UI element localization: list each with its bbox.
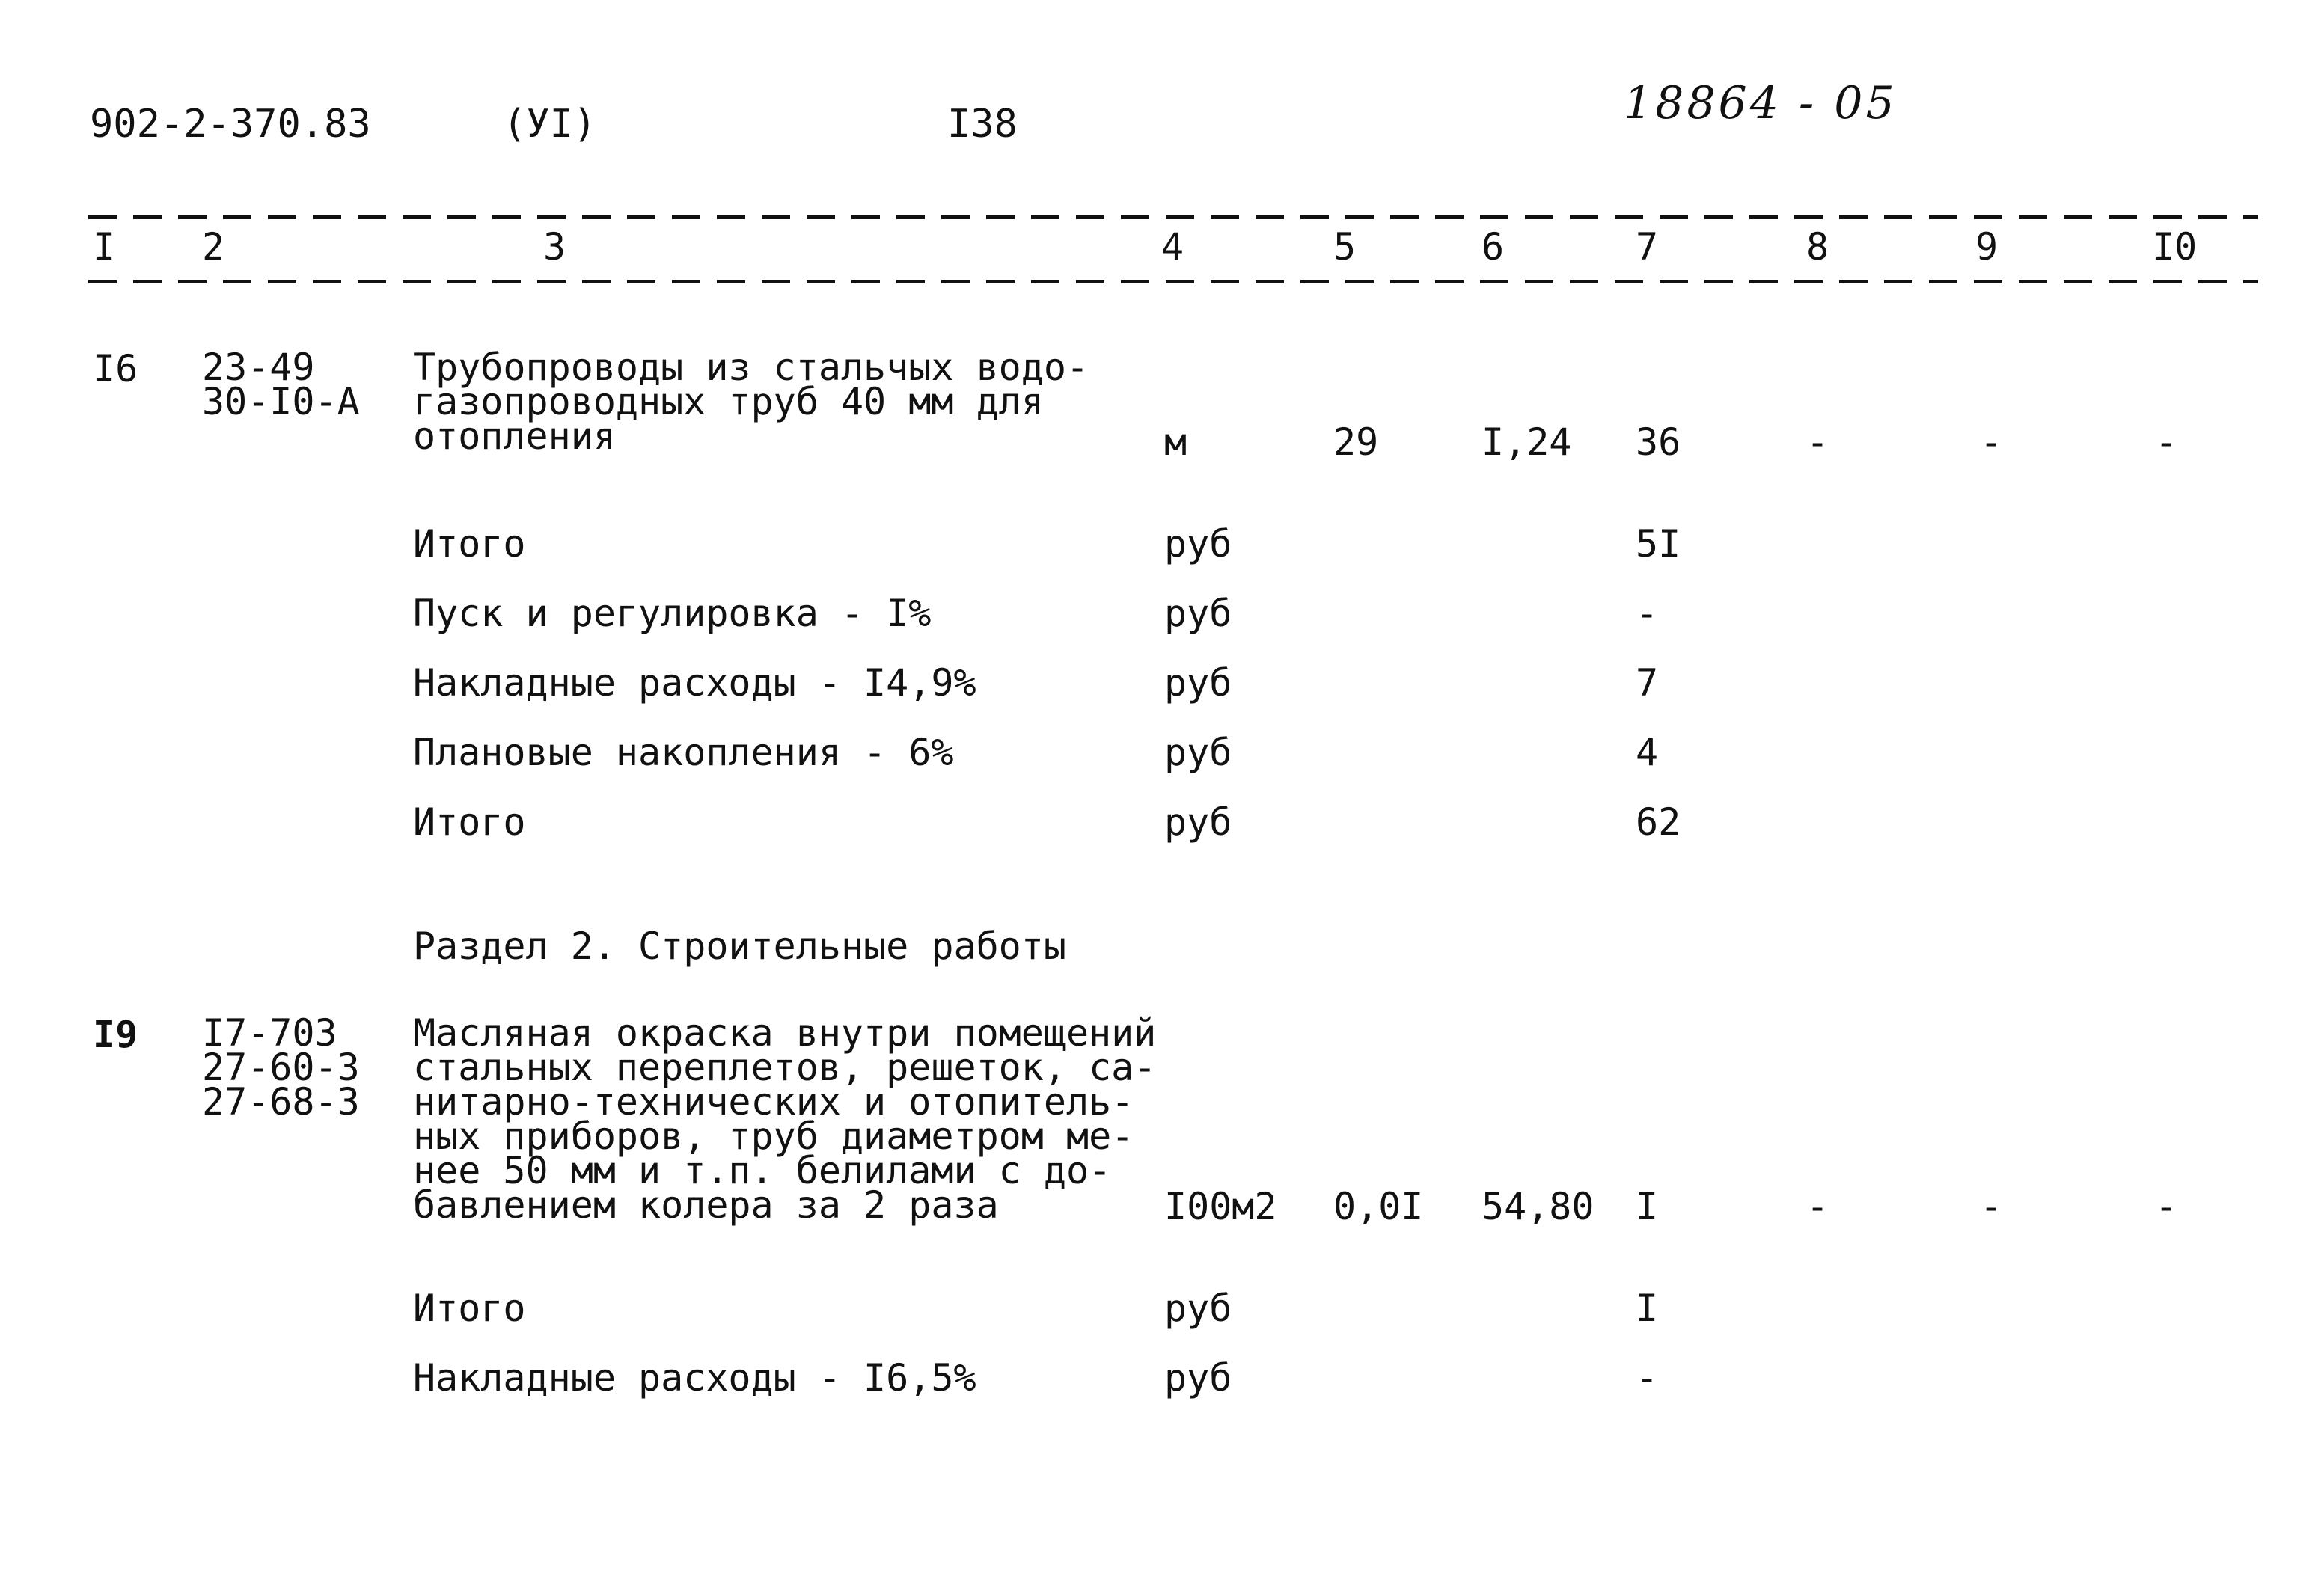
summary-label: Накладные расходы - I6,5% — [413, 1356, 976, 1400]
summary-value: - — [1636, 592, 1659, 635]
work-description: Масляная окраска внутри помещений стальных переплетов, решеток, са- нитарно-технических и отопитель- ных приборов, труб диаметром ме- нее 50 мм и т.п. белилами с до- бавлением колера за 2 раза — [413, 1011, 1157, 1227]
summary-value: 62 — [1636, 800, 1681, 844]
summary-label: Итого — [413, 800, 526, 844]
total-cost: 36 — [1636, 420, 1681, 464]
column-header: I — [93, 225, 116, 269]
column-9-value: - — [1980, 1185, 2003, 1228]
unit-price: 54,80 — [1481, 1185, 1594, 1228]
unit: I00м2 — [1164, 1185, 1277, 1228]
column-8-value: - — [1806, 1185, 1829, 1228]
norm-codes: 23-49 30-I0-A — [202, 346, 360, 423]
column-header: 7 — [1636, 225, 1659, 269]
summary-label: Плановые накопления - 6% — [413, 731, 954, 774]
section-title: Раздел 2. Строительные работы — [413, 925, 1066, 968]
row-number: I9 — [93, 1013, 138, 1056]
unit: м — [1164, 420, 1187, 464]
column-header: 2 — [202, 225, 225, 269]
summary-unit: руб — [1164, 731, 1232, 774]
row-number: I6 — [93, 347, 138, 390]
handwritten-code: 18864 - 05 — [1624, 77, 1898, 129]
unit-price: I,24 — [1481, 420, 1572, 464]
section-code: (УI) — [503, 102, 597, 147]
summary-unit: руб — [1164, 661, 1232, 705]
work-description: Трубопроводы из стальчых водо- газопроводных труб 40 мм для отопления — [413, 346, 1089, 458]
header-rule-top — [88, 215, 2258, 219]
norm-codes: I7-703 27-60-3 27-68-3 — [202, 1011, 360, 1123]
column-10-value: - — [2155, 1185, 2178, 1228]
summary-value: 4 — [1636, 731, 1659, 774]
column-header: 6 — [1481, 225, 1505, 269]
summary-value: - — [1636, 1356, 1659, 1400]
column-header: I0 — [2152, 225, 2198, 269]
column-header: 5 — [1333, 225, 1357, 269]
summary-unit: руб — [1164, 1356, 1232, 1400]
summary-label: Пуск и регулировка - I% — [413, 592, 932, 635]
summary-label: Итого — [413, 522, 526, 565]
column-header: 4 — [1161, 225, 1184, 269]
summary-unit: руб — [1164, 522, 1232, 565]
quantity: 0,0I — [1333, 1185, 1424, 1228]
summary-unit: руб — [1164, 800, 1232, 844]
summary-value: I — [1636, 1287, 1659, 1330]
column-8-value: - — [1806, 420, 1829, 464]
column-10-value: - — [2155, 420, 2178, 464]
column-header: 9 — [1975, 225, 1999, 269]
column-header: 3 — [543, 225, 566, 269]
quantity: 29 — [1333, 420, 1379, 464]
header-rule-bottom — [88, 280, 2258, 283]
summary-label: Итого — [413, 1287, 526, 1330]
total-cost: I — [1636, 1185, 1659, 1228]
summary-value: 7 — [1636, 661, 1659, 705]
page-number: I38 — [947, 102, 1018, 147]
summary-label: Накладные расходы - I4,9% — [413, 661, 976, 705]
summary-unit: руб — [1164, 592, 1232, 635]
column-header: 8 — [1806, 225, 1829, 269]
document-code: 902-2-370.83 — [90, 102, 371, 147]
summary-value: 5I — [1636, 522, 1681, 565]
summary-unit: руб — [1164, 1287, 1232, 1330]
column-9-value: - — [1980, 420, 2003, 464]
